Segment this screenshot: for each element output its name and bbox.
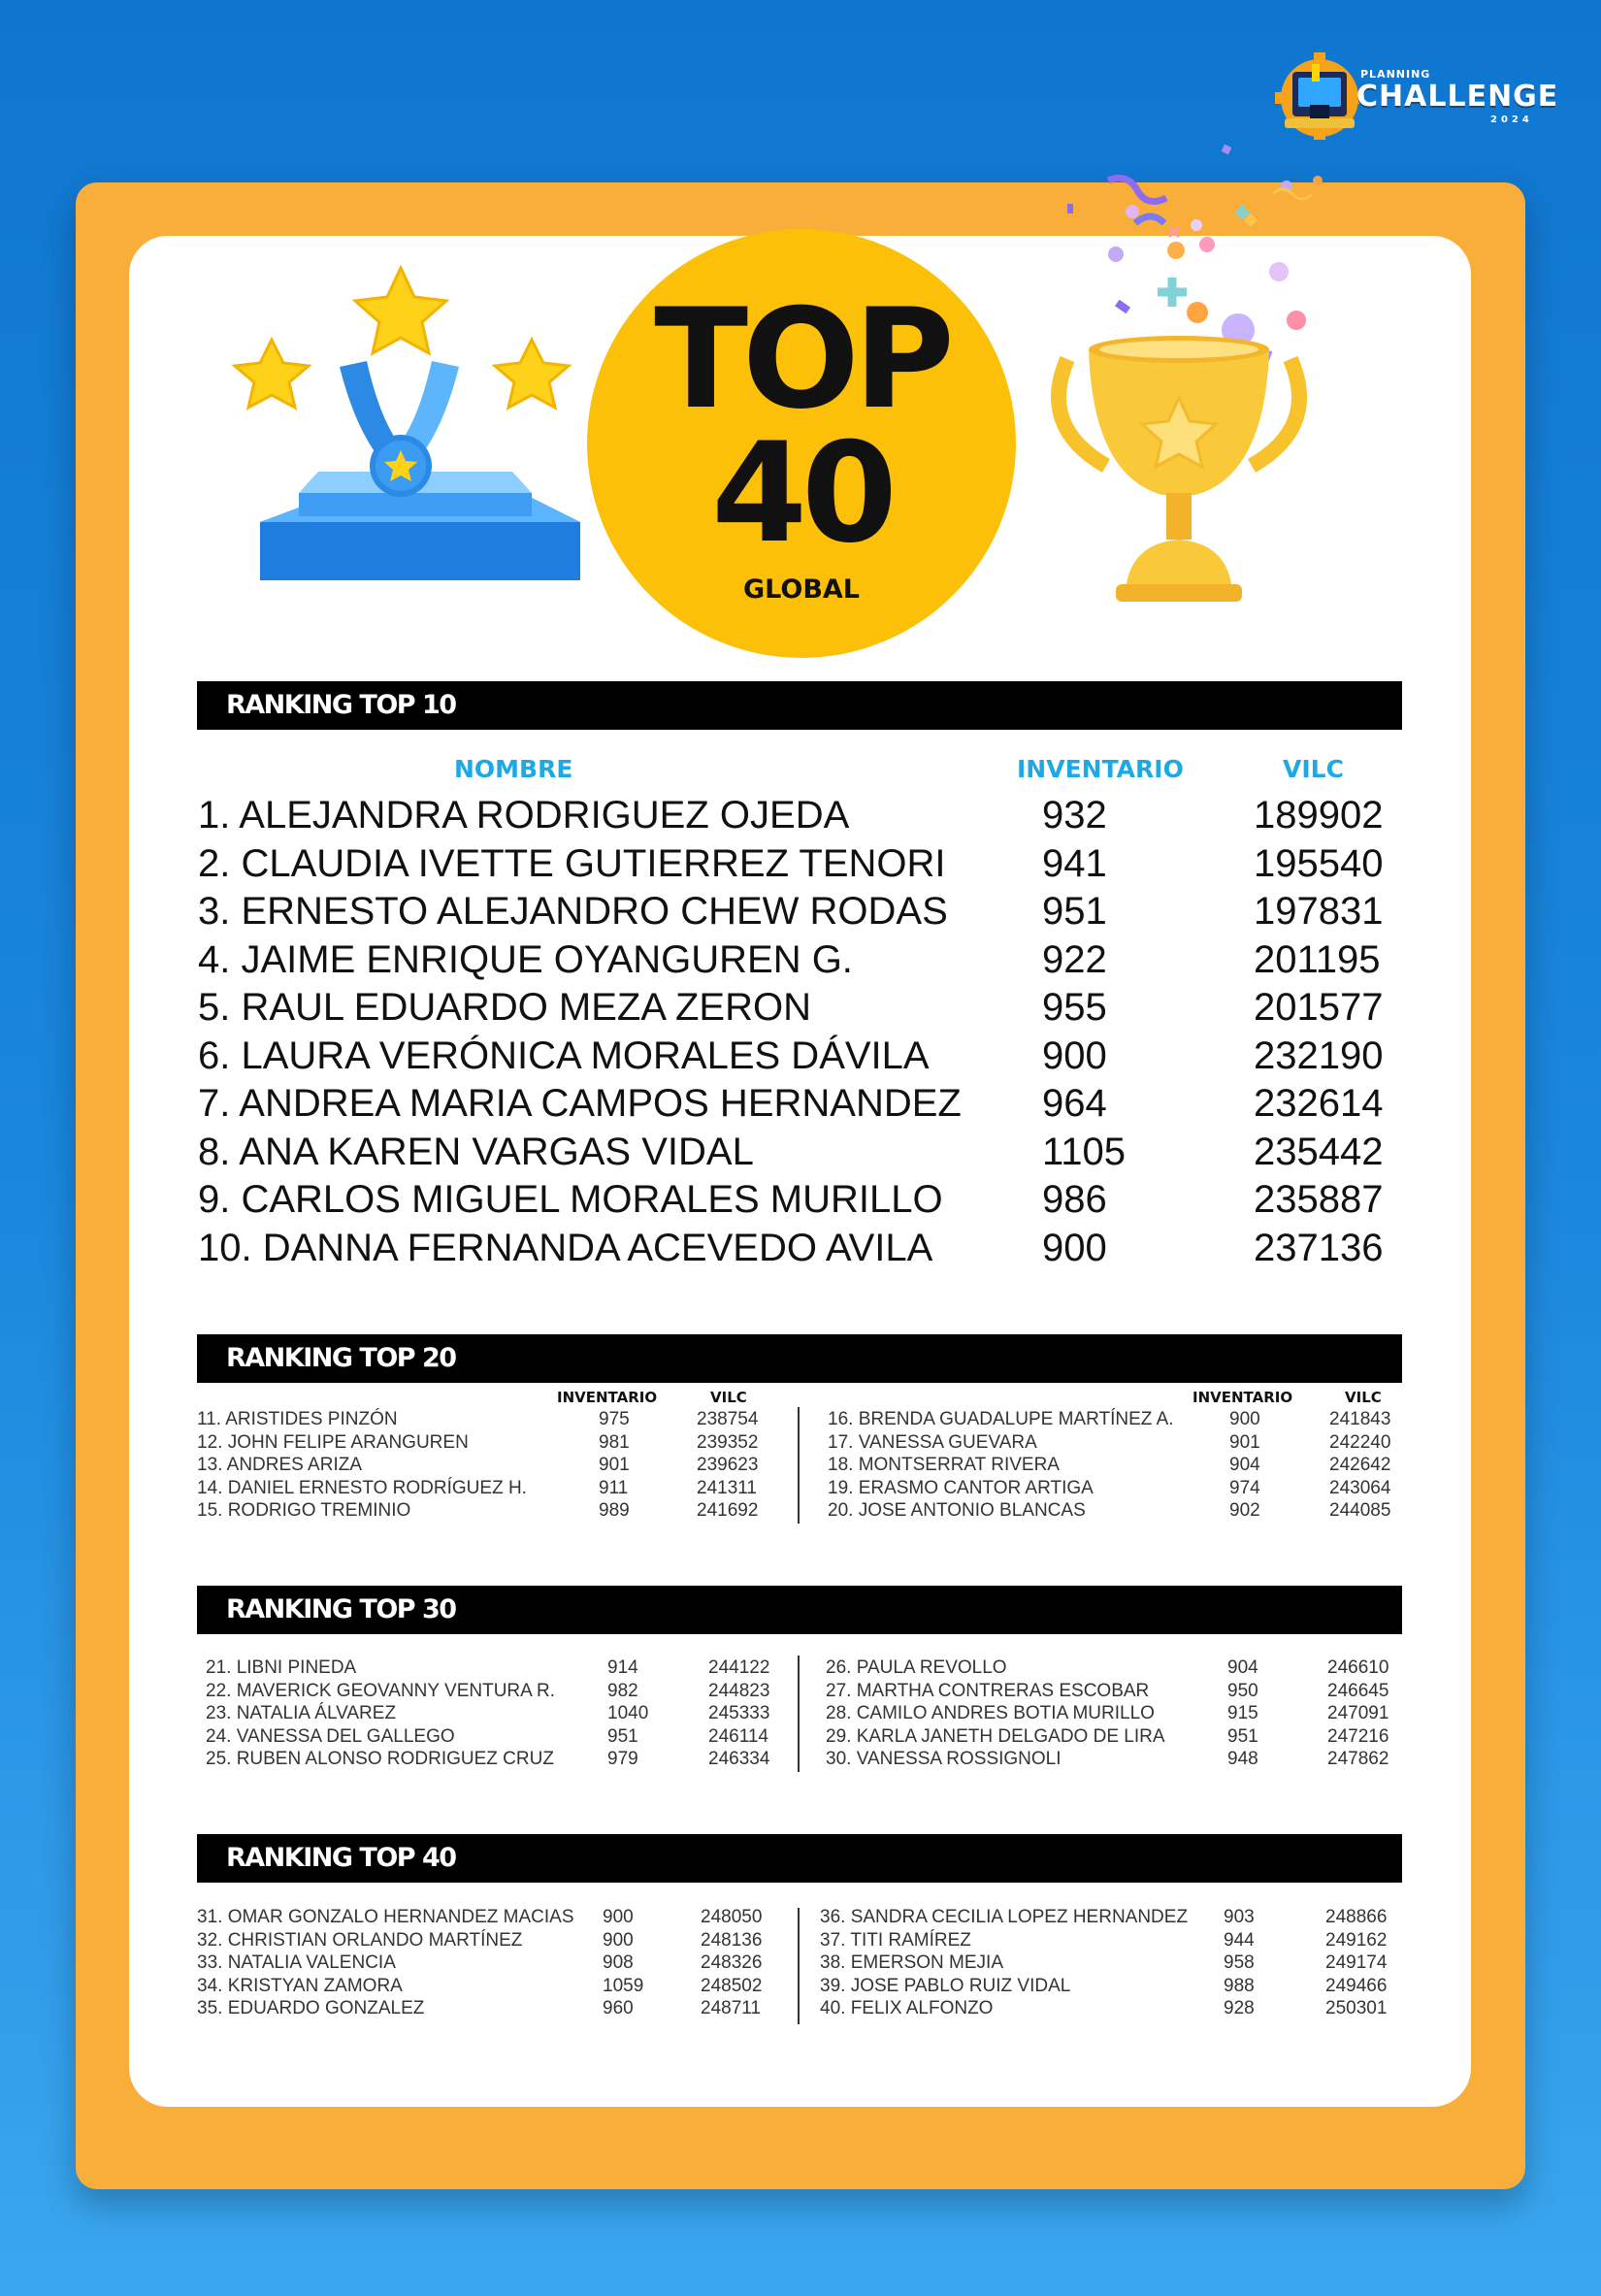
ranking-row	[198, 887, 1401, 935]
participant-name: 12. JOHN FELIPE ARANGUREN	[197, 1431, 469, 1453]
vilc-value: 244122	[708, 1657, 770, 1678]
participant-name: 4. JAIME ENRIQUE OYANGUREN G.	[198, 937, 853, 981]
vilc-value: 246645	[1327, 1680, 1389, 1701]
inventario-value: 986	[1042, 1178, 1107, 1221]
participant-name: 25. RUBEN ALONSO RODRIGUEZ CRUZ	[206, 1749, 554, 1770]
ranking-row	[0, 1477, 1601, 1500]
inventario-value: 955	[1042, 986, 1107, 1029]
participant-name: 11. ARISTIDES PINZÓN	[197, 1409, 398, 1429]
vilc-value: 241843	[1329, 1409, 1391, 1429]
logo-year: 2024	[1490, 115, 1533, 125]
inventario-value: 911	[599, 1477, 629, 1498]
participant-name: 23. NATALIA ÁLVAREZ	[206, 1703, 397, 1724]
ranking-row	[198, 1128, 1401, 1176]
ranking-row	[198, 983, 1401, 1032]
vilc-value: 248136	[701, 1929, 763, 1951]
vilc-value: 232614	[1254, 1082, 1384, 1125]
inventario-value: 915	[1227, 1703, 1258, 1724]
inventario-value: 951	[1042, 890, 1107, 933]
vilc-value: 195540	[1254, 841, 1384, 885]
section-title: RANKING TOP 20	[226, 1343, 456, 1373]
participant-name: 3. ERNESTO ALEJANDRO CHEW RODAS	[198, 890, 948, 933]
ranking-row	[0, 1725, 1601, 1749]
logo-challenge: CHALLENGE	[1356, 80, 1559, 114]
inventario-value: 904	[1229, 1455, 1260, 1476]
inventario-value: 928	[1224, 1998, 1255, 2019]
vilc-value: 246114	[708, 1725, 768, 1747]
participant-name: 38. EMERSON MEJIA	[820, 1952, 1003, 1974]
ranking-row	[0, 1454, 1601, 1477]
inventario-value: 974	[1229, 1477, 1260, 1498]
vilc-value: 201577	[1254, 986, 1384, 1029]
participant-name: 24. VANESSA DEL GALLEGO	[206, 1725, 455, 1747]
participant-name: 6. LAURA VERÓNICA MORALES DÁVILA	[198, 1033, 930, 1077]
column-header-inventario: INVENTARIO	[1017, 755, 1184, 783]
participant-name: 34. KRISTYAN ZAMORA	[197, 1975, 403, 1996]
inventario-value: 960	[603, 1998, 634, 2019]
vilc-value: 238754	[697, 1409, 759, 1429]
participant-name: 1. ALEJANDRA RODRIGUEZ OJEDA	[198, 794, 850, 836]
participant-name: 30. VANESSA ROSSIGNOLI	[826, 1749, 1062, 1770]
vilc-value: 201195	[1254, 937, 1381, 981]
participant-name: 15. RODRIGO TREMINIO	[197, 1500, 411, 1522]
section-title: RANKING TOP 40	[226, 1843, 456, 1873]
column-header-inventario: INVENTARIO	[1193, 1389, 1293, 1406]
participant-name: 14. DANIEL ERNESTO RODRÍGUEZ H.	[197, 1477, 527, 1498]
vilc-value: 248502	[701, 1975, 763, 1996]
ranking-row	[198, 1079, 1401, 1128]
participant-name: 36. SANDRA CECILIA LOPEZ HERNANDEZ	[820, 1907, 1189, 1927]
logo-planning: PLANNING	[1360, 68, 1431, 81]
inventario-value: 941	[1042, 841, 1107, 885]
inventario-value: 989	[599, 1500, 630, 1522]
ranking-row	[0, 1702, 1601, 1725]
participant-name: 26. PAULA REVOLLO	[826, 1657, 1007, 1678]
column-header-vilc: VILC	[710, 1389, 747, 1406]
ranking-row	[198, 1224, 1401, 1272]
inventario-value: 948	[1227, 1749, 1258, 1770]
ranking-row	[0, 1499, 1601, 1523]
hero-subtitle: GLOBAL	[742, 574, 861, 605]
ranking-row	[0, 1906, 1601, 1929]
hero-number: 40	[711, 413, 892, 574]
ranking-row	[0, 1997, 1601, 2020]
inventario-value: 964	[1042, 1082, 1107, 1125]
vilc-value: 237136	[1254, 1226, 1384, 1269]
ranking-row	[198, 839, 1401, 888]
column-header-vilc: VILC	[1345, 1389, 1382, 1406]
ranking-row	[0, 1408, 1601, 1431]
vilc-value: 243064	[1329, 1477, 1391, 1498]
inventario-value: 975	[599, 1409, 630, 1429]
vilc-value: 247862	[1327, 1749, 1389, 1770]
ranking-row	[0, 1680, 1601, 1703]
inventario-value: 900	[1042, 1226, 1107, 1269]
participant-name: 16. BRENDA GUADALUPE MARTÍNEZ A.	[828, 1409, 1174, 1429]
vilc-value: 232190	[1254, 1033, 1384, 1077]
ranking-row	[198, 1032, 1401, 1080]
ranking-row	[0, 1748, 1601, 1771]
column-header-inventario: INVENTARIO	[557, 1389, 658, 1406]
participant-name: 35. EDUARDO GONZALEZ	[197, 1998, 425, 2019]
inventario-value: 1059	[603, 1975, 644, 1996]
vilc-value: 244823	[708, 1680, 770, 1701]
vilc-value: 242642	[1329, 1455, 1391, 1476]
section-bar-top40	[197, 1834, 1402, 1883]
vilc-value: 248866	[1325, 1907, 1388, 1927]
participant-name: 13. ANDRES ARIZA	[197, 1455, 363, 1476]
inventario-value: 900	[603, 1907, 634, 1927]
inventario-value: 900	[603, 1929, 634, 1951]
inventario-value: 950	[1227, 1680, 1258, 1701]
participant-name: 27. MARTHA CONTRERAS ESCOBAR	[826, 1680, 1150, 1701]
participant-name: 29. KARLA JANETH DELGADO DE LIRA	[826, 1725, 1165, 1747]
vilc-value: 244085	[1329, 1500, 1391, 1522]
challenge-logo	[1271, 41, 1559, 148]
inventario-value: 979	[607, 1749, 638, 1770]
section-title: RANKING TOP 30	[226, 1594, 456, 1624]
column-header-nombre: NOMBRE	[454, 755, 573, 783]
participant-name: 18. MONTSERRAT RIVERA	[828, 1455, 1060, 1476]
ranking-row	[0, 1929, 1601, 1952]
inventario-value: 901	[1229, 1431, 1260, 1453]
vilc-value: 242240	[1329, 1431, 1391, 1453]
ranking-row	[0, 1975, 1601, 1998]
ranking-row	[198, 935, 1401, 984]
participant-name: 40. FELIX ALFONZO	[820, 1998, 994, 2019]
inventario-value: 908	[603, 1952, 634, 1974]
vilc-value: 241311	[697, 1477, 757, 1498]
ranking-row	[0, 1952, 1601, 1975]
ranking-row	[198, 791, 1401, 839]
inventario-value: 982	[607, 1680, 638, 1701]
vilc-value: 250301	[1325, 1998, 1388, 2019]
inventario-value: 988	[1224, 1975, 1255, 1996]
vilc-value: 247216	[1327, 1725, 1389, 1747]
medal-podium-icon	[221, 260, 590, 619]
hero-top: TOP	[654, 279, 949, 440]
vilc-value: 235442	[1254, 1130, 1384, 1173]
inventario-value: 900	[1229, 1409, 1260, 1429]
inventario-value: 902	[1229, 1500, 1260, 1522]
participant-name: 32. CHRISTIAN ORLANDO MARTÍNEZ	[197, 1929, 523, 1951]
participant-name: 37. TITI RAMÍREZ	[820, 1929, 971, 1951]
vilc-value: 249174	[1325, 1952, 1388, 1974]
ranking-row	[0, 1431, 1601, 1455]
vilc-value: 245333	[708, 1703, 770, 1724]
vilc-value: 248050	[701, 1907, 763, 1927]
inventario-value: 932	[1042, 794, 1107, 836]
vilc-value: 241692	[697, 1500, 759, 1522]
vilc-value: 247091	[1327, 1703, 1389, 1724]
vilc-value: 235887	[1254, 1178, 1384, 1221]
vilc-value: 246610	[1327, 1657, 1389, 1678]
inventario-value: 944	[1224, 1929, 1255, 1951]
participant-name: 31. OMAR GONZALO HERNANDEZ MACIAS	[197, 1907, 574, 1927]
vilc-value: 197831	[1254, 890, 1384, 933]
participant-name: 10. DANNA FERNANDA ACEVEDO AVILA	[198, 1226, 933, 1269]
section-bar-top30	[197, 1586, 1402, 1634]
participant-name: 22. MAVERICK GEOVANNY VENTURA R.	[206, 1680, 556, 1701]
participant-name: 33. NATALIA VALENCIA	[197, 1952, 396, 1974]
inventario-value: 981	[599, 1431, 630, 1453]
participant-name: 21. LIBNI PINEDA	[206, 1657, 357, 1678]
inventario-value: 958	[1224, 1952, 1255, 1974]
vilc-value: 249162	[1325, 1929, 1388, 1951]
participant-name: 9. CARLOS MIGUEL MORALES MURILLO	[198, 1178, 943, 1221]
vilc-value: 248326	[701, 1952, 763, 1974]
participant-name: 28. CAMILO ANDRES BOTIA MURILLO	[826, 1703, 1155, 1724]
trophy-icon	[1038, 330, 1320, 621]
participant-name: 8. ANA KAREN VARGAS VIDAL	[198, 1130, 754, 1173]
section-bar-top10	[197, 681, 1402, 730]
inventario-value: 1105	[1042, 1130, 1127, 1173]
vilc-value: 248711	[701, 1998, 761, 2019]
inventario-value: 951	[1227, 1725, 1258, 1747]
participant-name: 17. VANESSA GUEVARA	[828, 1431, 1037, 1453]
vilc-value: 239352	[697, 1431, 759, 1453]
ranking-row	[198, 1175, 1401, 1224]
vilc-value: 239623	[697, 1455, 759, 1476]
inventario-value: 903	[1224, 1907, 1255, 1927]
participant-name: 19. ERASMO CANTOR ARTIGA	[828, 1477, 1094, 1498]
inventario-value: 951	[607, 1725, 638, 1747]
column-header-vilc: VILC	[1283, 755, 1344, 783]
inventario-value: 914	[607, 1657, 638, 1678]
participant-name: 7. ANDREA MARIA CAMPOS HERNANDEZ	[198, 1082, 962, 1125]
participant-name: 5. RAUL EDUARDO MEZA ZERON	[198, 986, 811, 1029]
inventario-value: 904	[1227, 1657, 1258, 1678]
ranking-row	[0, 1656, 1601, 1680]
inventario-value: 1040	[607, 1703, 649, 1724]
inventario-value: 901	[599, 1455, 630, 1476]
vilc-value: 189902	[1254, 794, 1384, 836]
participant-name: 2. CLAUDIA IVETTE GUTIERREZ TENORI	[198, 841, 946, 885]
section-bar-top20	[197, 1334, 1402, 1383]
vilc-value: 249466	[1325, 1975, 1388, 1996]
inventario-value: 900	[1042, 1033, 1107, 1077]
inventario-value: 922	[1042, 937, 1107, 981]
section-title: RANKING TOP 10	[226, 690, 456, 720]
participant-name: 39. JOSE PABLO RUIZ VIDAL	[820, 1975, 1071, 1996]
participant-name: 20. JOSE ANTONIO BLANCAS	[828, 1500, 1086, 1522]
gear-badge-icon	[1271, 45, 1368, 142]
vilc-value: 246334	[708, 1749, 770, 1770]
